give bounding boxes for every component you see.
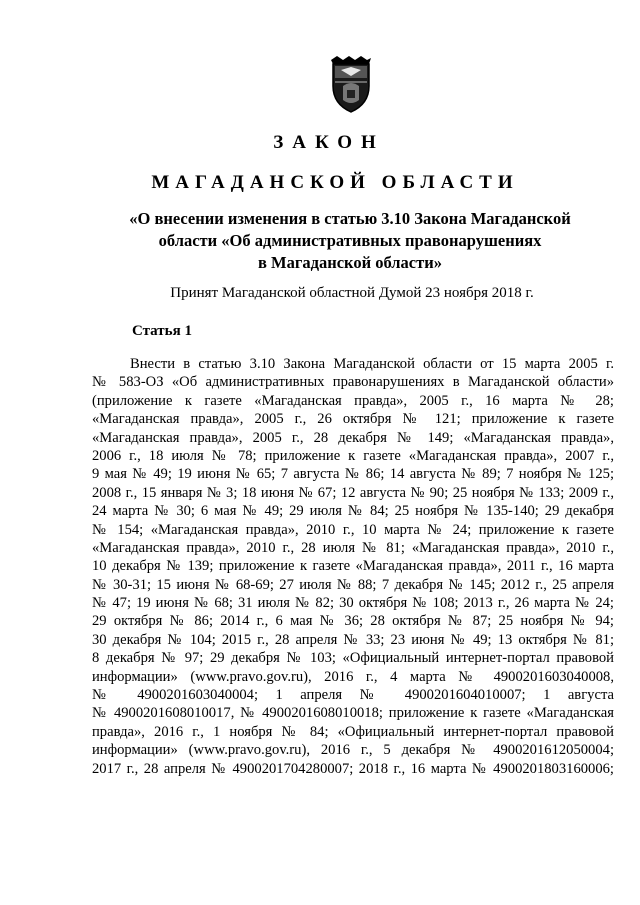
body-line: «Магаданская правда», 2010 г., 28 июля № 81; «Магаданская правда», 2010 г.,: [92, 539, 614, 556]
body-line: Внести в статью 3.10 Закона Магаданской области от 15 марта 2005 г.: [130, 356, 614, 372]
document-subtitle: [110, 208, 590, 274]
subtitle-line: в Магаданской области»: [258, 253, 442, 272]
adoption-note: Принят Магаданской областной Думой 23 ноября 2018 г.: [170, 285, 534, 301]
body-line: 2008 г., 15 января № 3; 18 июня № 67; 12 августа № 90; 25 ноября № 133; 2009 г.,: [92, 484, 614, 501]
document-title: ЗАКОН: [273, 132, 385, 153]
body-line: № 4900201603040004; 1 апреля № 4900201604010007; 1 августа: [92, 687, 614, 704]
body-line: № 30-31; 15 июня № 68-69; 27 июля № 88; 7 декабря № 145; 2012 г., 25 апреля: [92, 576, 614, 593]
body-line: информации» (www.pravo.gov.ru), 2016 г., 5 декабря № 4900201612050004;: [92, 742, 614, 759]
body-line: 24 марта № 30; 6 мая № 49; 29 июля № 84; 25 ноября № 135-140; 29 декабря: [92, 503, 614, 520]
body-line: 2006 г., 18 июля № 78; приложение к газете «Магаданская правда», 2007 г.,: [92, 447, 614, 464]
article-heading: Статья 1: [132, 323, 192, 339]
coat-of-arms-emblem: [329, 56, 373, 114]
body-line: № 583-ОЗ «Об административных правонарушениях в Магаданской области»: [92, 374, 614, 391]
subtitle-line: «О внесении изменения в статью 3.10 Закона Магаданской: [129, 209, 571, 228]
body-line: 10 декабря № 139; приложение к газете «Магаданская правда», 2011 г., 16 марта: [92, 558, 614, 575]
body-line: 2017 г., 28 апреля № 4900201704280007; 2018 г., 16 марта № 4900201803160006;: [92, 760, 614, 777]
article-body: [92, 355, 614, 778]
body-line: № 47; 19 июня № 68; 31 июля № 82; 30 октября № 108; 2013 г., 26 марта № 24;: [92, 595, 614, 612]
body-line: (приложение к газете «Магаданская правда», 2005 г., 16 марта № 28;: [92, 392, 614, 409]
body-line: 8 декабря № 97; 29 декабря № 103; «Официальный интернет-портал правовой: [92, 650, 614, 667]
body-line: информации» (www.pravo.gov.ru), 2016 г., 4 марта № 4900201603040008,: [92, 668, 614, 685]
body-line: № 4900201608010017, № 4900201608010018; приложение к газете «Магаданская: [92, 705, 614, 722]
subtitle-line: области «Об административных правонарушениях: [158, 231, 542, 250]
body-line: «Магаданская правда», 2005 г., 28 декабря № 149; «Магаданская правда»,: [92, 429, 614, 446]
body-line: 9 мая № 49; 19 июня № 65; 7 августа № 86; 14 августа № 89; 7 ноября № 125;: [92, 466, 614, 483]
body-line: «Магаданская правда», 2005 г., 26 октября № 121; приложение к газете: [92, 411, 614, 428]
body-line: № 154; «Магаданская правда», 2010 г., 10 марта № 24; приложение к газете: [92, 521, 614, 538]
body-line: 29 октября № 86; 2014 г., 6 мая № 36; 28 октября № 87; 25 ноября № 94;: [92, 613, 614, 630]
body-line: 30 декабря № 104; 2015 г., 28 апреля № 33; 23 июня № 49; 13 октября № 81;: [92, 631, 614, 648]
document-region: МАГАДАНСКОЙ ОБЛАСТИ: [151, 172, 519, 193]
body-line: правда», 2016 г., 1 ноября № 84; «Официальный интернет-портал правовой: [92, 723, 614, 740]
